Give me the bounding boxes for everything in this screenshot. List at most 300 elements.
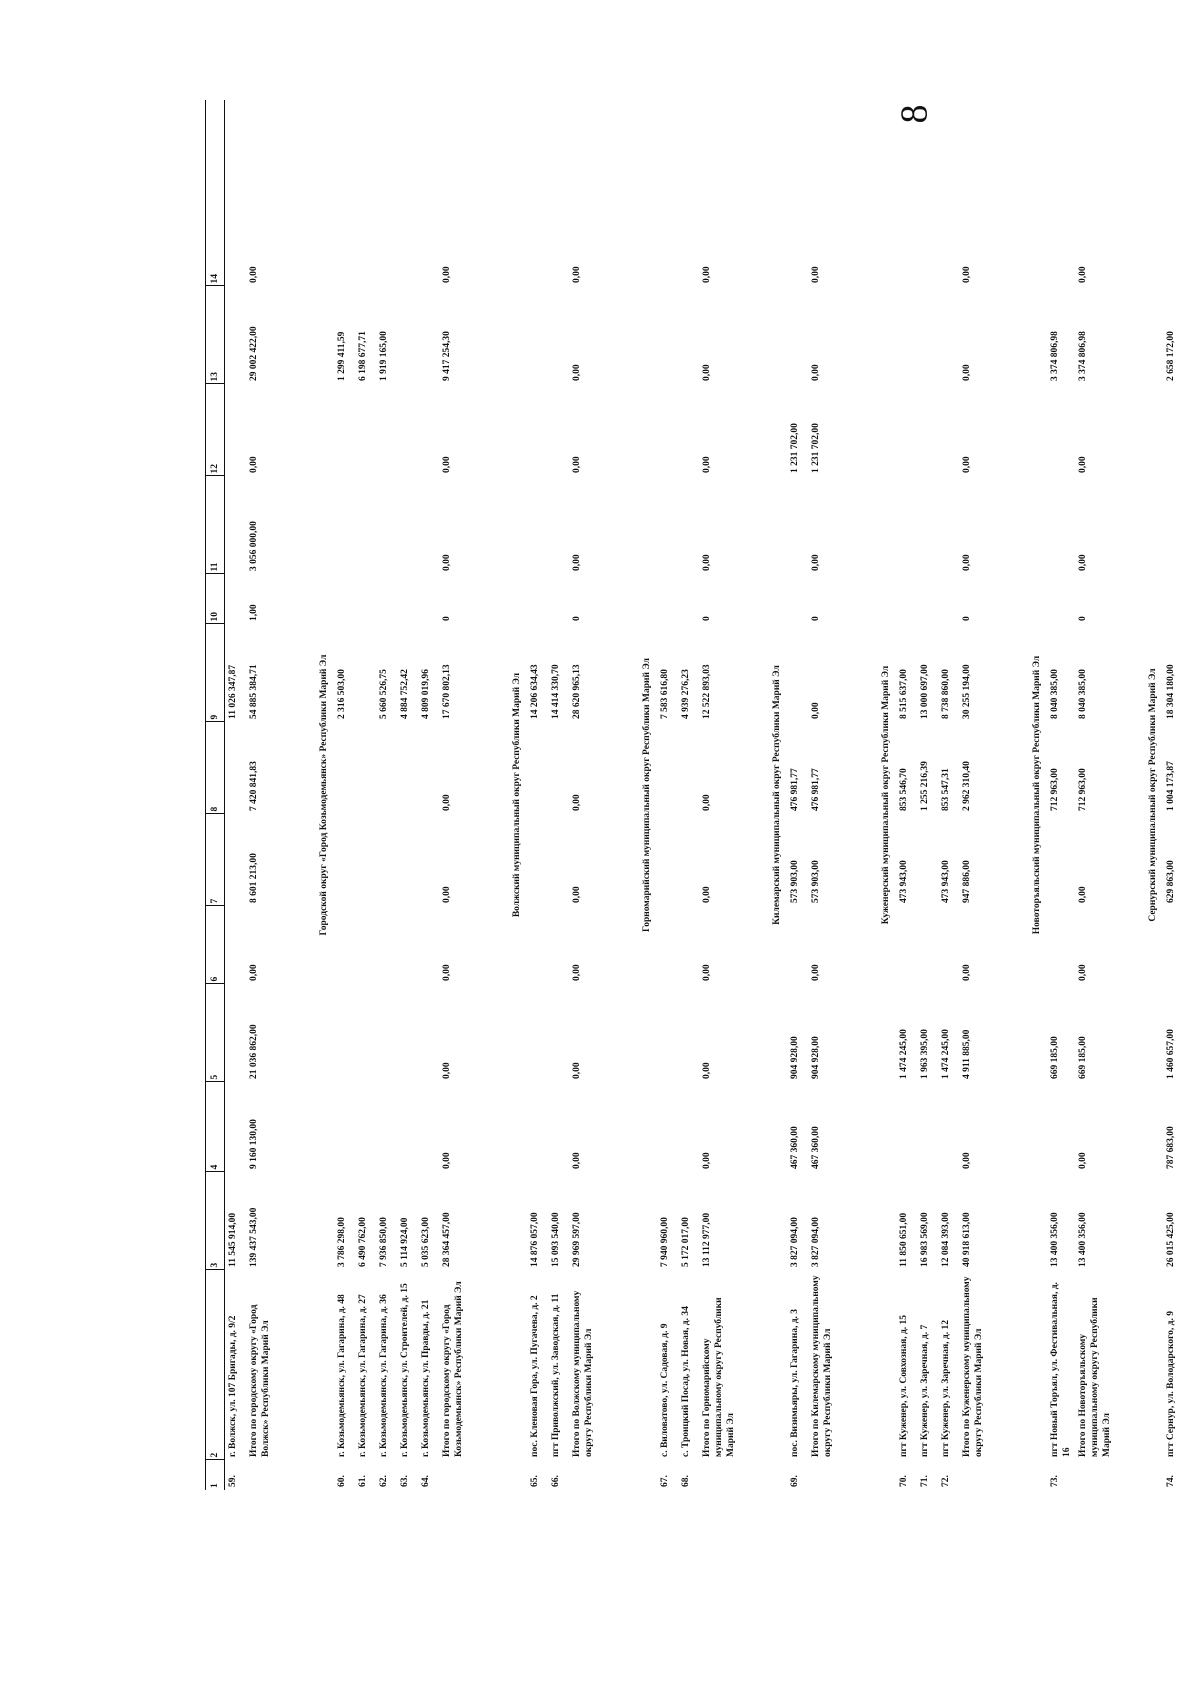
value-cell <box>376 384 397 476</box>
column-header: 8 <box>206 722 225 814</box>
value-cell <box>527 1082 548 1172</box>
value-cell: 0,00 <box>702 1152 712 1169</box>
page-number: 8 <box>893 104 936 124</box>
value-cell: 629 863,00 <box>1166 860 1176 903</box>
value-cell <box>657 574 678 624</box>
value-cell: 787 683,00 <box>1166 1126 1176 1169</box>
value-cell: 669 185,00 <box>1078 1036 1088 1079</box>
column-header: 6 <box>206 906 225 984</box>
value-cell: 0,00 <box>702 886 712 903</box>
value-cell <box>896 100 917 286</box>
address-cell: Итого по Новоторъяльскому муниципальному округу Республики Марий Эл <box>1078 1297 1112 1457</box>
value-cell: 5 660 526,75 <box>379 669 389 719</box>
value-cell: 467 360,00 <box>811 1126 821 1169</box>
value-cell <box>787 624 808 722</box>
section-header-row <box>848 100 896 1490</box>
value-cell: 13 400 356,00 <box>1078 1212 1088 1267</box>
value-cell: 30 255 194,00 <box>962 664 972 719</box>
value-cell: 0,00 <box>442 1152 452 1169</box>
value-cell: 13 112 977,00 <box>702 1212 712 1267</box>
total-row <box>1075 100 1115 1490</box>
value-cell: 0,00 <box>1078 1152 1088 1169</box>
value-cell: 0,00 <box>962 964 972 981</box>
data-table <box>205 100 1184 1490</box>
address-cell: пос. Кленовая Гора, ул. Пугачева, д. 2 <box>530 1295 540 1457</box>
value-cell: 476 981,77 <box>790 768 800 811</box>
column-header: 2 <box>206 1270 225 1460</box>
value-cell: 0,00 <box>572 1152 582 1169</box>
value-cell: 0,00 <box>572 886 582 903</box>
value-cell <box>657 384 678 476</box>
value-cell: 473 943,00 <box>941 860 951 903</box>
value-cell: 0,00 <box>702 964 712 981</box>
value-cell <box>376 476 397 574</box>
value-cell: 13 000 697,00 <box>920 664 930 719</box>
value-cell: 3 827 094,00 <box>811 1217 821 1267</box>
value-cell <box>334 1082 355 1172</box>
value-cell <box>376 906 397 984</box>
value-cell: 0,00 <box>702 364 712 381</box>
value-cell: 1 231 702,00 <box>811 423 821 473</box>
value-cell <box>917 814 938 906</box>
value-cell: 1 004 173,87 <box>1166 761 1176 811</box>
value-cell <box>896 1082 917 1172</box>
value-cell <box>355 384 376 476</box>
value-cell: 1 474 245,00 <box>941 1029 951 1079</box>
value-cell: 0,00 <box>702 554 712 571</box>
value-cell: 573 903,00 <box>811 860 821 903</box>
value-cell: 7 420 841,83 <box>249 761 259 811</box>
value-cell: 3 056 000,00 <box>249 521 259 571</box>
address-cell: пос. Визимьяры, ул. Гагарина, д. 3 <box>790 1308 800 1457</box>
value-cell <box>418 814 439 906</box>
value-cell <box>1047 574 1075 624</box>
value-cell <box>334 574 355 624</box>
value-cell: 5 172 017,00 <box>681 1217 691 1267</box>
value-cell: 9 160 130,00 <box>249 1119 259 1169</box>
value-cell <box>527 574 548 624</box>
value-cell: 904 928,00 <box>790 1036 800 1079</box>
value-cell: 0 <box>1078 616 1088 621</box>
value-cell: 0 <box>962 616 972 621</box>
value-cell: 712 963,00 <box>1078 768 1088 811</box>
value-cell: 3 786 298,00 <box>337 1217 347 1267</box>
value-cell <box>657 1082 678 1172</box>
value-cell: 28 620 965,13 <box>572 664 582 719</box>
column-header: 14 <box>206 100 225 286</box>
value-cell <box>678 286 699 384</box>
value-cell <box>787 476 808 574</box>
value-cell: 21 036 862,00 <box>249 1024 259 1079</box>
value-cell <box>1163 906 1184 984</box>
row-number-cell: 72. <box>941 1475 951 1487</box>
value-cell <box>225 100 247 286</box>
value-cell <box>225 1082 247 1172</box>
address-cell: г. Козьмодемьянск, ул. Гагарина, д. 36 <box>379 1294 389 1457</box>
value-cell <box>527 814 548 906</box>
value-cell: 11 545 914,00 <box>228 1212 238 1267</box>
value-cell: 4 939 276,23 <box>681 669 691 719</box>
value-cell: 11 026 347,87 <box>228 664 238 719</box>
value-cell <box>397 574 418 624</box>
value-cell <box>1047 1082 1075 1172</box>
value-cell <box>678 722 699 814</box>
value-cell: 18 304 180,00 <box>1166 664 1176 719</box>
value-cell <box>397 100 418 286</box>
value-cell <box>678 984 699 1082</box>
value-cell <box>917 906 938 984</box>
value-cell: 1,00 <box>249 604 259 621</box>
table-row <box>938 100 959 1490</box>
value-cell <box>657 906 678 984</box>
column-header: 12 <box>206 384 225 476</box>
value-cell <box>397 286 418 384</box>
column-header: 13 <box>206 286 225 384</box>
value-cell: 947 886,00 <box>962 860 972 903</box>
column-header: 11 <box>206 476 225 574</box>
value-cell <box>938 100 959 286</box>
value-cell <box>896 574 917 624</box>
value-cell <box>397 1082 418 1172</box>
value-cell: 8 040 385,00 <box>1050 669 1060 719</box>
address-cell: Итого по Волжскому муниципальному округу Республики Марий Эл <box>572 1290 594 1457</box>
value-cell <box>657 286 678 384</box>
rotated-table-container <box>205 100 1176 1490</box>
value-cell: 0,00 <box>811 266 821 283</box>
table-row <box>896 100 917 1490</box>
address-cell: пгт Куженер, ул. Совхозная, д. 15 <box>899 1314 909 1457</box>
value-cell <box>376 574 397 624</box>
value-cell: 0,00 <box>811 702 821 719</box>
address-cell: Итого по Горномарийскому муниципальному округу Республики Марий Эл <box>702 1297 736 1457</box>
value-cell <box>225 476 247 574</box>
value-cell <box>225 574 247 624</box>
value-cell: 0,00 <box>962 554 972 571</box>
value-cell: 1 919 165,00 <box>379 331 389 381</box>
value-cell <box>225 906 247 984</box>
value-cell <box>527 384 548 476</box>
row-number-cell: 66. <box>551 1475 561 1487</box>
column-header: 5 <box>206 984 225 1082</box>
value-cell <box>225 286 247 384</box>
value-cell: 573 903,00 <box>790 860 800 903</box>
row-number-cell <box>808 1460 848 1490</box>
table-row <box>225 100 247 1490</box>
row-number-cell: 65. <box>530 1475 540 1487</box>
value-cell <box>355 476 376 574</box>
section-header-row <box>1115 100 1163 1490</box>
value-cell <box>355 906 376 984</box>
value-cell <box>334 906 355 984</box>
value-cell: 473 943,00 <box>899 860 909 903</box>
value-cell: 14 876 057,00 <box>530 1212 540 1267</box>
value-cell: 0,00 <box>249 456 259 473</box>
address-cell: Итого по городскому округу «Город Волжск» Республики Марий Эл <box>249 1304 271 1457</box>
value-cell <box>334 722 355 814</box>
value-cell <box>548 384 569 476</box>
total-row <box>699 100 739 1490</box>
value-cell: 0,00 <box>702 794 712 811</box>
table-row <box>1163 100 1184 1490</box>
value-cell <box>787 906 808 984</box>
value-cell <box>376 984 397 1082</box>
value-cell: 0,00 <box>702 456 712 473</box>
value-cell: 17 670 802,13 <box>442 664 452 719</box>
value-cell <box>938 476 959 574</box>
row-number-cell <box>1075 1460 1115 1490</box>
value-cell <box>678 100 699 286</box>
column-header: 7 <box>206 814 225 906</box>
value-cell: 4 911 885,00 <box>962 1029 972 1079</box>
value-cell <box>376 722 397 814</box>
value-cell <box>527 286 548 384</box>
address-cell: с. Виловатово, ул. Садовая, д. 9 <box>660 1323 670 1457</box>
value-cell: 0,00 <box>962 364 972 381</box>
value-cell <box>548 1082 569 1172</box>
value-cell <box>1163 476 1184 574</box>
value-cell <box>548 476 569 574</box>
value-cell <box>896 476 917 574</box>
address-cell: пгт Сернур, ул. Володарского, д. 9 <box>1166 1311 1176 1457</box>
row-number-cell: 74. <box>1166 1475 1176 1487</box>
address-cell: пгт Куженер, ул. Заречная, д. 7 <box>920 1324 930 1457</box>
value-cell <box>787 286 808 384</box>
value-cell: 0,00 <box>962 266 972 283</box>
value-cell: 1 474 245,00 <box>899 1029 909 1079</box>
value-cell: 0,00 <box>1078 456 1088 473</box>
value-cell: 1 460 657,00 <box>1166 1029 1176 1079</box>
section-title: Сернурский муниципальный округ Республики Марий Эл <box>1148 668 1158 922</box>
value-cell <box>938 574 959 624</box>
value-cell <box>334 984 355 1082</box>
value-cell: 0,00 <box>811 364 821 381</box>
value-cell: 0,00 <box>249 964 259 981</box>
value-cell <box>334 384 355 476</box>
value-cell: 2 316 503,00 <box>337 669 347 719</box>
value-cell <box>397 814 418 906</box>
value-cell: 0,00 <box>572 266 582 283</box>
value-cell <box>548 100 569 286</box>
table-body <box>225 100 1185 1490</box>
address-cell: пгт Приволжский, ул. Заводская, д. 11 <box>551 1293 561 1457</box>
value-cell: 0,00 <box>811 964 821 981</box>
address-cell: пгт Куженер, ул. Заречная, д. 12 <box>941 1320 951 1457</box>
section-header-row <box>479 100 527 1490</box>
value-cell: 712 963,00 <box>1050 768 1060 811</box>
value-cell <box>355 574 376 624</box>
value-cell: 476 981,77 <box>811 768 821 811</box>
table-row <box>418 100 439 1490</box>
table-row <box>787 100 808 1490</box>
row-number-cell: 64. <box>421 1475 431 1487</box>
value-cell <box>397 384 418 476</box>
value-cell: 0,00 <box>962 1152 972 1169</box>
section-title: Волжский муниципальный округ Республики Марий Эл <box>512 672 522 918</box>
total-row <box>959 100 999 1490</box>
value-cell: 4 809 019,96 <box>421 669 431 719</box>
value-cell <box>418 286 439 384</box>
value-cell: 0,00 <box>442 964 452 981</box>
column-header: 1 <box>206 1460 225 1490</box>
row-number-cell <box>959 1460 999 1490</box>
total-row <box>439 100 479 1490</box>
value-cell <box>397 722 418 814</box>
value-cell: 669 185,00 <box>1050 1036 1060 1079</box>
value-cell <box>657 476 678 574</box>
row-number-cell <box>246 1460 286 1490</box>
value-cell: 0,00 <box>442 456 452 473</box>
value-cell: 0,00 <box>702 266 712 283</box>
address-cell: г. Волжск, ул. 107 Бригады, д. 9/2 <box>228 1315 238 1457</box>
row-number-cell: 67. <box>660 1475 670 1487</box>
total-row <box>246 100 286 1490</box>
value-cell: 28 364 457,00 <box>442 1212 452 1267</box>
value-cell: 853 546,70 <box>899 768 909 811</box>
value-cell: 26 015 425,00 <box>1166 1212 1176 1267</box>
row-number-cell: 63. <box>400 1475 410 1487</box>
value-cell <box>896 906 917 984</box>
value-cell <box>678 574 699 624</box>
value-cell <box>548 906 569 984</box>
value-cell: 1 299 411,59 <box>337 331 347 381</box>
value-cell: 6 490 762,00 <box>358 1217 368 1267</box>
row-number-cell: 61. <box>358 1475 368 1487</box>
value-cell: 5 035 623,00 <box>421 1217 431 1267</box>
row-number-cell: 71. <box>920 1475 930 1487</box>
value-cell <box>787 100 808 286</box>
value-cell <box>418 722 439 814</box>
value-cell <box>1163 100 1184 286</box>
value-cell <box>657 814 678 906</box>
value-cell: 8 738 860,00 <box>941 669 951 719</box>
value-cell <box>657 984 678 1082</box>
value-cell: 14 414 330,70 <box>551 664 561 719</box>
value-cell <box>917 100 938 286</box>
value-cell: 4 884 752,42 <box>400 669 410 719</box>
value-cell: 1 231 702,00 <box>790 423 800 473</box>
value-cell: 467 360,00 <box>790 1126 800 1169</box>
value-cell: 0 <box>811 616 821 621</box>
value-cell <box>225 984 247 1082</box>
value-cell <box>527 100 548 286</box>
value-cell <box>334 814 355 906</box>
value-cell <box>397 906 418 984</box>
value-cell <box>896 286 917 384</box>
table-row <box>678 100 699 1490</box>
column-header: 9 <box>206 624 225 722</box>
row-number-cell <box>439 1460 479 1490</box>
value-cell <box>896 384 917 476</box>
value-cell <box>355 984 376 1082</box>
value-cell <box>1047 384 1075 476</box>
total-row <box>569 100 609 1490</box>
row-number-cell <box>699 1460 739 1490</box>
section-title: Горномарийский муниципальный округ Республики Марий Эл <box>642 658 652 932</box>
value-cell: 0,00 <box>1078 266 1088 283</box>
value-cell <box>418 574 439 624</box>
row-number-cell: 59. <box>228 1475 238 1487</box>
value-cell: 29 002 422,00 <box>249 326 259 381</box>
value-cell: 0,00 <box>572 964 582 981</box>
value-cell <box>678 476 699 574</box>
table-row <box>548 100 569 1490</box>
value-cell <box>225 814 247 906</box>
value-cell <box>938 384 959 476</box>
value-cell: 2 962 310,40 <box>962 761 972 811</box>
value-cell: 1 963 395,00 <box>920 1029 930 1079</box>
value-cell: 0,00 <box>442 266 452 283</box>
value-cell: 40 918 613,00 <box>962 1212 972 1267</box>
value-cell <box>1047 100 1075 286</box>
value-cell <box>225 722 247 814</box>
table-row <box>376 100 397 1490</box>
value-cell <box>657 100 678 286</box>
section-header-row <box>609 100 657 1490</box>
table-row <box>397 100 418 1490</box>
value-cell: 0,00 <box>702 1062 712 1079</box>
value-cell <box>376 100 397 286</box>
value-cell: 7 940 960,00 <box>660 1217 670 1267</box>
address-cell: Итого по Куженерскому муниципальному округу Республики Марий Эл <box>962 1276 984 1457</box>
value-cell <box>938 286 959 384</box>
value-cell <box>787 574 808 624</box>
value-cell: 8 040 385,00 <box>1078 669 1088 719</box>
value-cell: 0,00 <box>572 554 582 571</box>
value-cell: 3 827 094,00 <box>790 1217 800 1267</box>
value-cell: 0,00 <box>1078 886 1088 903</box>
value-cell: 0 <box>442 616 452 621</box>
address-cell: Итого по Килемарскому муниципальному округу Республики Марий Эл <box>811 1275 833 1457</box>
value-cell <box>418 100 439 286</box>
address-cell: г. Козьмодемьянск, ул. Правды, д. 21 <box>421 1299 431 1457</box>
value-cell <box>1047 476 1075 574</box>
value-cell <box>1047 906 1075 984</box>
value-cell <box>397 984 418 1082</box>
value-cell <box>548 984 569 1082</box>
value-cell <box>548 286 569 384</box>
value-cell <box>678 814 699 906</box>
section-header-row <box>999 100 1047 1490</box>
value-cell <box>917 574 938 624</box>
value-cell: 6 198 677,71 <box>358 331 368 381</box>
value-cell <box>678 906 699 984</box>
value-cell: 16 983 569,00 <box>920 1212 930 1267</box>
value-cell: 14 206 634,43 <box>530 664 540 719</box>
row-number-cell: 60. <box>337 1475 347 1487</box>
value-cell: 7 936 850,00 <box>379 1217 389 1267</box>
value-cell: 853 547,31 <box>941 768 951 811</box>
value-cell: 0,00 <box>572 1062 582 1079</box>
value-cell: 11 850 651,00 <box>899 1212 909 1267</box>
value-cell <box>527 476 548 574</box>
section-title: Куженерский муниципальный округ Республики Марий Эл <box>881 665 891 925</box>
value-cell <box>548 574 569 624</box>
table-row <box>334 100 355 1490</box>
value-cell: 12 522 893,03 <box>702 664 712 719</box>
table-row <box>917 100 938 1490</box>
value-cell <box>355 624 376 722</box>
value-cell: 3 374 806,98 <box>1078 331 1088 381</box>
value-cell: 0,00 <box>1078 964 1088 981</box>
value-cell <box>397 476 418 574</box>
value-cell <box>418 384 439 476</box>
value-cell <box>527 906 548 984</box>
table-row <box>657 100 678 1490</box>
value-cell: 54 885 384,71 <box>249 664 259 719</box>
row-number-cell <box>569 1460 609 1490</box>
value-cell: 0,00 <box>962 456 972 473</box>
value-cell <box>678 384 699 476</box>
